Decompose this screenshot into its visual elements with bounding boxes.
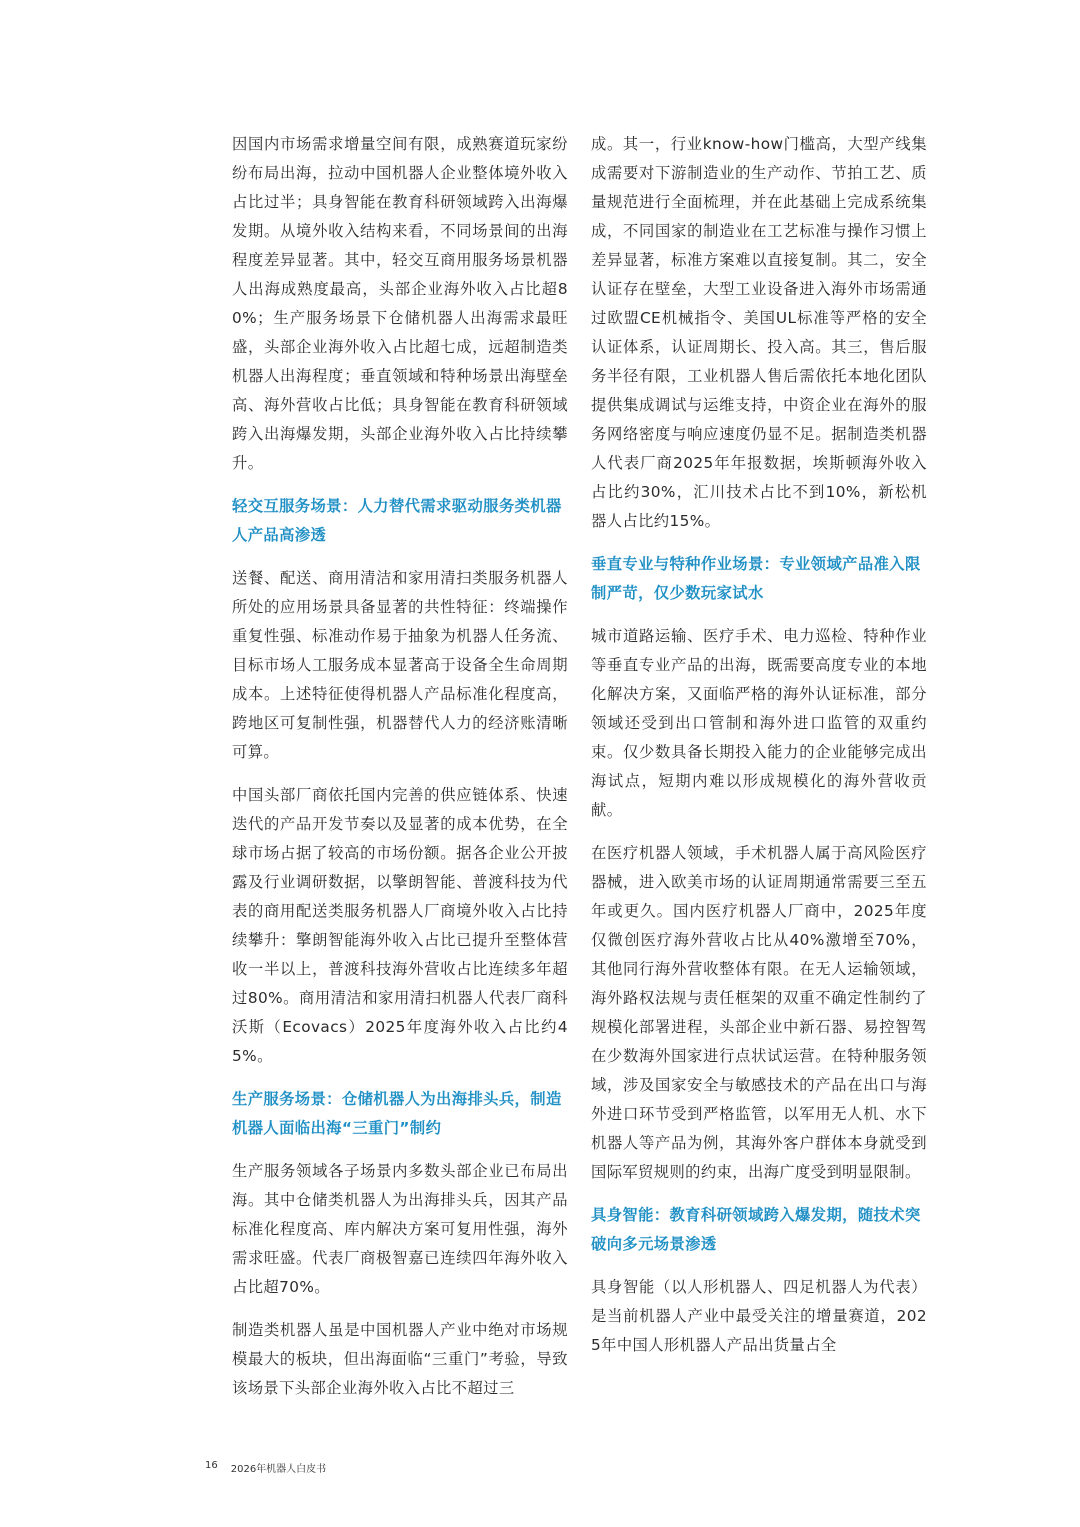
paragraph: 成。其一，行业know-how门槛高，大型产线集成需要对下游制造业的生产动作、节拍工艺、质量规范进行全面梳理，并在此基础上完成系统集成，不同国家的制造业在工艺标准与操作习惯上差异显著，标准方案难以直接复制。其二，安全认证存在壁垒，大型工业设备进入海外市场需通过欧盟CE机械指令、美国UL标准等严格的安全认证体系，认证周期长、投入高。其三，售后服务半径有限，工业机器人售后需依托本地化团队提供集成调试与运维支持，中资企业在海外的服务网络密度与响应速度仍显不足。据制造类机器人代表厂商2025年年报数据，埃斯顿海外收入占比约30%，汇川技术占比不到10%，新松机器人占比约15%。 — [591, 135, 927, 530]
section-heading: 垂直专业与特种作业场景：专业领域产品准入限制严苛，仅少数玩家试水 — [591, 555, 921, 602]
paragraph: 送餐、配送、商用清洁和家用清扫类服务机器人所处的应用场景具备显著的共性特征：终端操作重复性强、标准动作易于抽象为机器人任务流、目标市场人工服务成本显著高于设备全生命周期成本。上述特征使得机器人产品标准化程度高，跨地区可复制性强，机器替代人力的经济账清晰可算。 — [232, 569, 568, 761]
section-heading: 具身智能：教育科研领域跨入爆发期，随技术突破向多元场景渗透 — [591, 1206, 921, 1253]
paragraph: 具身智能（以人形机器人、四足机器人为代表）是当前机器人产业中最受关注的增量赛道，2025年中国人形机器人产品出货量占全 — [591, 1278, 927, 1354]
section-heading: 生产服务场景：仓储机器人为出海排头兵，制造机器人面临出海“三重门”制约 — [232, 1090, 562, 1137]
page-footer — [205, 1460, 326, 1475]
paragraph: 制造类机器人虽是中国机器人产业中绝对市场规模最大的板块，但出海面临“三重门”考验，导致该场景下头部企业海外收入占比不超过三 — [232, 1321, 568, 1397]
section-heading: 轻交互服务场景：人力替代需求驱动服务类机器人产品高渗透 — [232, 497, 562, 544]
page-number: 16 — [205, 1460, 218, 1471]
left-column — [232, 130, 568, 1417]
paragraph: 因国内市场需求增量空间有限，成熟赛道玩家纷纷布局出海，拉动中国机器人企业整体境外收入占比过半；具身智能在教育科研领域跨入出海爆发期。从境外收入结构来看，不同场景间的出海程度差异显著。其中，轻交互商用服务场景机器人出海成熟度最高，头部企业海外收入占比超80%；生产服务场景下仓储机器人出海需求最旺盛，头部企业海外收入占比超七成，远超制造类机器人出海程度；垂直领域和特种场景出海壁垒高、海外营收占比低；具身智能在教育科研领域跨入出海爆发期，头部企业海外收入占比持续攀升。 — [232, 135, 568, 472]
right-column — [591, 130, 927, 1374]
paragraph: 在医疗机器人领域，手术机器人属于高风险医疗器械，进入欧美市场的认证周期通常需要三至五年或更久。国内医疗机器人厂商中，2025年度仅微创医疗海外营收占比从40%激增至70%，其他同行海外营收整体有限。在无人运输领域，海外路权法规与责任框架的双重不确定性制约了规模化部署进程，头部企业中新石器、易控智驾在少数海外国家进行点状试运营。在特种服务领域，涉及国家安全与敏感技术的产品在出口与海外进口环节受到严格监管，以军用无人机、水下机器人等产品为例，其海外客户群体本身就受到国际军贸规则的约束，出海广度受到明显限制。 — [591, 844, 927, 1181]
paragraph: 生产服务领域各子场景内多数头部企业已布局出海。其中仓储类机器人为出海排头兵，因其产品标准化程度高、库内解决方案可复用性强，海外需求旺盛。代表厂商极智嘉已连续四年海外收入占比超70%。 — [232, 1162, 568, 1296]
document-title: 2026年机器人白皮书 — [230, 1464, 327, 1475]
paragraph: 城市道路运输、医疗手术、电力巡检、特种作业等垂直专业产品的出海，既需要高度专业的本地化解决方案，又面临严格的海外认证标准，部分领域还受到出口管制和海外进口监管的双重约束。仅少数具备长期投入能力的企业能够完成出海试点，短期内难以形成规模化的海外营收贡献。 — [591, 627, 927, 819]
paragraph: 中国头部厂商依托国内完善的供应链体系、快速迭代的产品开发节奏以及显著的成本优势，在全球市场占据了较高的市场份额。据各企业公开披露及行业调研数据，以擎朗智能、普渡科技为代表的商用配送类服务机器人厂商境外收入占比持续攀升：擎朗智能海外收入占比已提升至整体营收一半以上，普渡科技海外营收占比连续多年超过80%。商用清洁和家用清扫机器人代表厂商科沃斯（Ecovacs）2025年度海外收入占比约45%。 — [232, 786, 568, 1065]
